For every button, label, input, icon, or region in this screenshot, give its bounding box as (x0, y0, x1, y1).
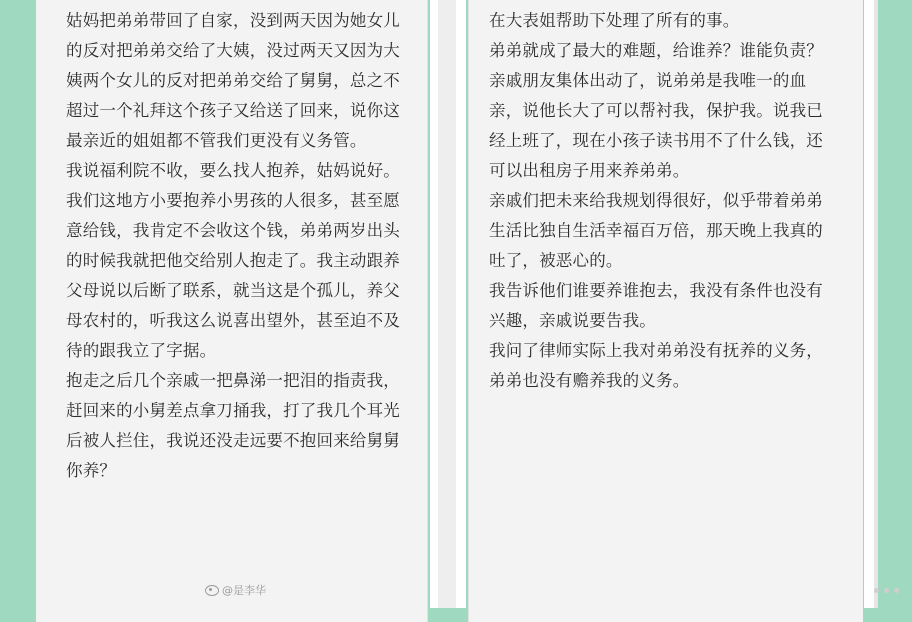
left-paragraph-1: 姑妈把弟弟带回了自家，没到两天因为她女儿的反对把弟弟交给了大姨，没过两天又因为大姨两个女儿的反对把弟弟交给了舅舅，总之不超过一个礼拜这个孩子又给送了回来，说你这最亲近的姐姐都不管我们更没有义务管。 (66, 11, 400, 150)
right-edge-scrollbar (864, 0, 878, 608)
weibo-icon (205, 585, 219, 596)
watermark-text: @是李华 (222, 584, 266, 597)
left-paragraph-3: 我们这地方小要抱养小男孩的人很多，甚至愿意给钱，我肯定不会收这个钱，弟弟两岁出头的时候我就把他交给别人抱走了。我主动跟养父母说以后断了联系，就当这是个孤儿，养父母农村的，听我这么说喜出望外，甚至迫不及待的跟我立了字据。 (66, 191, 400, 360)
left-paragraph-2: 我说福利院不收，要么找人抱养，姑妈说好。 (66, 161, 400, 180)
right-paragraph-4: 我告诉他们谁要养谁抱去，我没有条件也没有兴趣，亲戚说要告我。 (489, 281, 823, 330)
left-text-panel (36, 0, 428, 622)
left-paragraph-4: 抱走之后几个亲戚一把鼻涕一把泪的指责我，赶回来的小舅差点拿刀捅我，打了我几个耳光后被人拦住，我说还没走远要不抱回来给舅舅你养？ (66, 371, 400, 480)
right-paragraph-3: 亲戚们把未来给我规划得很好，似乎带着弟弟生活比独自生活幸福百万倍，那天晚上我真的吐了，被恶心的。 (489, 191, 823, 270)
watermark (205, 582, 266, 598)
right-text-panel (468, 0, 863, 622)
right-paragraph-5: 我问了律师实际上我对弟弟没有抚养的义务，弟弟也没有赡养我的义务。 (489, 341, 823, 390)
panel-gap (430, 0, 466, 608)
more-dots-icon (874, 588, 899, 593)
right-paragraph-2: 弟弟就成了最大的难题，给谁养？谁能负责？亲戚朋友集体出动了，说弟弟是我唯一的血亲，说他长大了可以帮衬我，保护我。说我已经上班了，现在小孩子读书用不了什么钱，还可以出租房子用来养弟弟。 (489, 41, 823, 180)
right-paragraph-1: 在大表姐帮助下处理了所有的事。 (489, 11, 740, 30)
